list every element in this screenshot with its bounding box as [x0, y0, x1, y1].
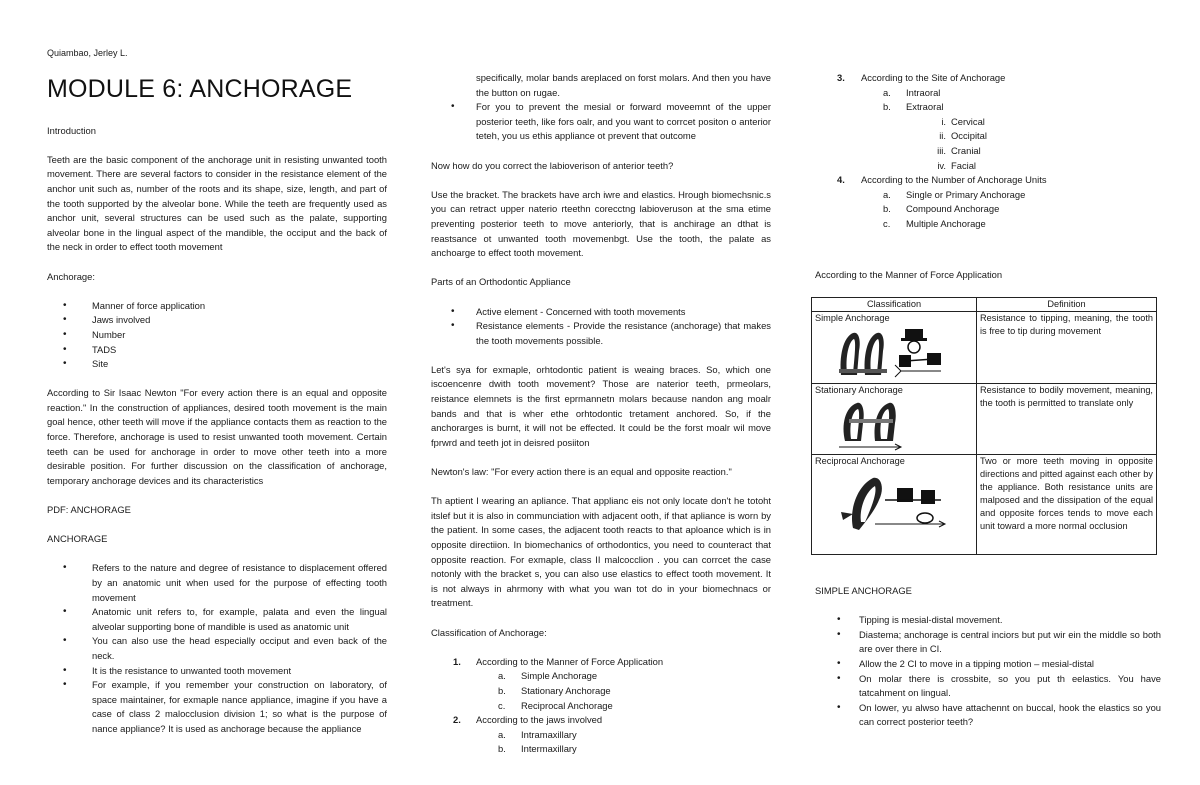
item-number: 3. [837, 72, 845, 83]
table-cell-classification [812, 383, 977, 454]
sub-item-text: Intermaxillary [521, 743, 577, 755]
list-item: • Anatomic unit refers to, for example, palata and even the lingual alveolar supporting bone of mandible is used as anatomic unit [47, 605, 387, 634]
list-item: • Jaws involved [47, 313, 387, 328]
sub-item [861, 217, 1161, 232]
sub-item-letter: c. [883, 217, 891, 229]
column-left [47, 46, 387, 737]
list-item: • Manner of force application [47, 299, 387, 314]
item-text: According to the Number of Anchorage Units [861, 174, 1047, 186]
list-item [815, 173, 1161, 231]
classification-list-continued [815, 71, 1161, 232]
sub-item-text: Simple Anchorage [521, 670, 598, 682]
item-text: According to the jaws involved [476, 714, 603, 726]
classification-heading: Classification of Anchorage: [431, 626, 547, 638]
sub-item [476, 669, 771, 684]
list-item: • Diastema; anchorage is central inciors but put wir ein the middle so both are over there in CI. [815, 628, 1161, 657]
sub-item-letter: a. [498, 670, 506, 682]
sub-item [476, 742, 771, 757]
table-cell-definition: Resistance to bodily movement, meaning, the tooth is permitted to translate only [977, 383, 1157, 454]
list-item: • On lower, yu alwso have attachennt on buccal, hook the elastics so you can correct posterior teeth? [815, 701, 1161, 730]
table-cell-classification [812, 454, 977, 554]
list-item: • Allow the 2 CI to move in a tipping motion – mesial-distal [815, 657, 1161, 672]
list-item: • Active element - Concerned with tooth movements [431, 305, 771, 320]
item-text: According to the Manner of Force Application [476, 655, 664, 667]
sub-item [861, 202, 1161, 217]
list-item [431, 655, 771, 713]
anchorage-section-heading: ANCHORAGE [47, 533, 108, 545]
reciprocal-anchorage-illustration [835, 470, 955, 538]
list-item: • You can also use the head especially occiput and even back of the neck. [47, 634, 387, 663]
classification-label: Simple Anchorage [815, 312, 890, 323]
sub-item-text: Intraoral [906, 86, 941, 98]
list-item: • Resistance elements - Provide the resistance (anchorage) that makes the tooth movements possible. [431, 319, 771, 348]
sub-item-letter: a. [883, 188, 891, 200]
intro-paragraph: Teeth are the basic component of the anchorage unit in resisting unwanted tooth movement. There are several factors to consider in the resistance element of the anchor unit such as, number of the roots and its shape, size, length, and part of the tooth supported by the alveolar bone. While the teeth are frequently used as anchor unit, several structures can be used such as the palate, supporting alveolar bone in the lingual aspect of the mandible, the occiput and the back of the neck in order to effect tooth movement [47, 153, 387, 253]
sub-sub-text: Cranial [951, 144, 981, 156]
list-item: • TADS [47, 343, 387, 358]
list-item: • It is the resistance to unwanted tooth movement [47, 664, 387, 679]
page-title: MODULE 6: ANCHORAGE [47, 74, 353, 103]
sub-sub-numeral: i. [941, 115, 946, 127]
parts-heading: Parts of an Orthodontic Appliance [431, 276, 571, 288]
table-cell-classification [812, 311, 977, 383]
sub-item-letter: c. [498, 699, 506, 711]
sub-item-letter: b. [498, 684, 506, 696]
sub-item-letter: a. [883, 86, 891, 98]
simple-anchorage-heading: SIMPLE ANCHORAGE [815, 585, 912, 597]
manner-heading: According to the Manner of Force Application [815, 268, 1003, 280]
sub-sub-item [906, 115, 1161, 130]
newton-paragraph: According to Sir Isaac Newton "For every action there is an equal and opposite reaction." In the construction of appliances, desired tooth movement is the main goal hence, other teeth will move if the appliance contacts them as reaction to the force. Therefore, anchorage is used to resist unwanted tooth movement. Certain teeth can be used for anchorage in order to move other teeth into a more desirable position. For further discussion on the classification of anchorage, temporary anchorage devices and its characteristics [47, 387, 387, 486]
sub-item-text: Multiple Anchorage [906, 217, 986, 229]
anchorage-heading: Anchorage: [47, 270, 95, 282]
parts-list [431, 305, 771, 349]
sub-sub-numeral: ii. [939, 130, 946, 142]
table-row [812, 383, 1157, 454]
classification-label: Reciprocal Anchorage [815, 455, 905, 466]
classification-list [431, 655, 771, 757]
table-cell-definition: Two or more teeth moving in opposite directions and pitted against each other by the appliance. Both resistance units are malposed and the dissipation of the equal and opposite forces tends to move each unit toward a more normal occlusion [977, 454, 1157, 554]
list-item: • Tipping is mesial-distal movement. [815, 613, 1161, 628]
prevent-list [431, 100, 771, 144]
item-text: According to the Site of Anchorage [861, 72, 1006, 83]
list-item: • Site [47, 357, 387, 372]
sub-list [861, 86, 1161, 174]
sub-item [476, 728, 771, 743]
column-middle [431, 71, 771, 757]
intro-heading: Introduction [47, 124, 96, 136]
continued-text: specifically, molar bands areplaced on forst molars. And then you have the button on rugae. [476, 72, 771, 98]
sub-item [476, 684, 771, 699]
list-item: • For example, if you remember your construction on laboratory, of space maintainer, for exmaple nance appliance, imagine if you have a case of class 2 malocclusion division 1; so what is the purpose of nance appliance? It is used as anchorage because the appliance [47, 678, 387, 736]
author-name: Quiambao, Jerley L. [47, 48, 128, 58]
sub-item-text: Extraoral [906, 101, 944, 113]
sub-sub-numeral: iii. [937, 144, 946, 156]
sub-list [861, 188, 1161, 232]
sub-list [476, 669, 771, 713]
table-header-row [812, 297, 1157, 311]
sub-item [476, 699, 771, 714]
sub-item-text: Intramaxillary [521, 728, 577, 740]
sub-item-letter: a. [498, 728, 506, 740]
table-header-definition: Definition [977, 297, 1157, 311]
table-cell-definition: Resistance to tipping, meaning, the tooth is free to tip during movement [977, 311, 1157, 383]
sub-item [861, 188, 1161, 203]
patient-paragraph: Th aptient I wearing an apliance. That applianc eis not only locate don't he totoht itslef but it is also in communciation with adjacent ooth, if that apliance is worn by the patient. In some cases, the adjacent tooth reacts to that aploance which is in opposite directiion. In biomechanics of orthodontics, you need to counteract that opposite reaction. For exmaple, class II malcocclion . you can corrcet the case notonly with the bracket s, you can also use elastics to effect tooth movement. It is not always in ahrmony with what you wan tot do in your biomechnacs or treatment. [431, 495, 771, 609]
sub-list [476, 728, 771, 757]
sub-sub-list [906, 115, 1161, 173]
sub-sub-text: Facial [951, 159, 977, 171]
item-number: 4. [837, 174, 845, 186]
bracket-paragraph: Use the bracket. The brackets have arch iwre and elastics. Hrough biomechsnic.s you can retract upper naterio rteethn corecctng labioveruson at the sma etime preventing posterior teeth to move anteriorly, that is anchirage an dthat is reastsance ot unwanted tooth movemenbgt. Use the tooth, the palate as anchoarge to effect tooth movement. [431, 188, 771, 259]
pdf-heading: PDF: ANCHORAGE [47, 504, 131, 516]
item-number: 1. [453, 655, 461, 667]
list-item: • Refers to the nature and degree of resistance to displacement offered by an anatomic unit when used for the purpose of effecting tooth movement [47, 561, 387, 605]
anchorage-list [47, 299, 387, 372]
sub-item-text: Compound Anchorage [906, 203, 1000, 215]
list-item: • On molar there is crossbite, so you put th eelastics. You have tatcahment on lingual. [815, 672, 1161, 701]
sub-item [861, 86, 1161, 101]
anchorage-points-list [47, 561, 387, 736]
simple-anchorage-illustration [835, 327, 955, 379]
list-item [815, 71, 1161, 173]
anchorage-table [811, 297, 1157, 555]
sub-item-letter: b. [498, 743, 506, 755]
sub-sub-item [906, 129, 1161, 144]
sub-item-letter: b. [883, 203, 891, 215]
column-right [815, 71, 1161, 730]
list-item [431, 713, 771, 757]
sub-item [861, 100, 1161, 173]
stationary-anchorage-illustration [835, 399, 915, 451]
item-number: 2. [453, 714, 461, 726]
simple-anchorage-list [815, 613, 1161, 730]
table-header-classification: Classification [812, 297, 977, 311]
sub-item-letter: b. [883, 101, 891, 113]
example-paragraph: Let's sya for exmaple, orhtodontic patient is weaing braces. So, which one iscoencenre dwith tooth movement? Those are naterior teeth, prmeolars, reistance elemnets is the first eprmannetn molars because nandon ang moalr bands and that is wher ethe orhtodontic tretament anchored. So, if the anchorarges is burnt, it will not be effected. It could be the forst moalr wil move fprwrd and teeth jot in deisred posiiton [431, 363, 771, 448]
sub-sub-item [906, 144, 1161, 159]
question-heading: Now how do you correct the labioverison of anterior teeth? [431, 159, 674, 171]
sub-item-text: Single or Primary Anchorage [906, 188, 1026, 200]
sub-sub-item [906, 159, 1161, 174]
sub-sub-text: Occipital [951, 130, 987, 142]
sub-sub-numeral: iv. [937, 159, 946, 171]
classification-label: Stationary Anchorage [815, 384, 903, 395]
list-item: • For you to prevent the mesial or forward moveemnt of the upper posterior teeth, like fors oalr, and you want to corrcet positon o anterior teteh, you us ethis appliance ot prevent that outcome [431, 100, 771, 144]
sub-item-text: Reciprocal Anchorage [521, 699, 613, 711]
list-item: • Number [47, 328, 387, 343]
sub-item-text: Stationary Anchorage [521, 684, 611, 696]
newton-law: Newton's law: "For every action there is an equal and opposite reaction." [431, 466, 732, 478]
table-row [812, 311, 1157, 383]
table-row [812, 454, 1157, 554]
sub-sub-text: Cervical [951, 115, 985, 127]
